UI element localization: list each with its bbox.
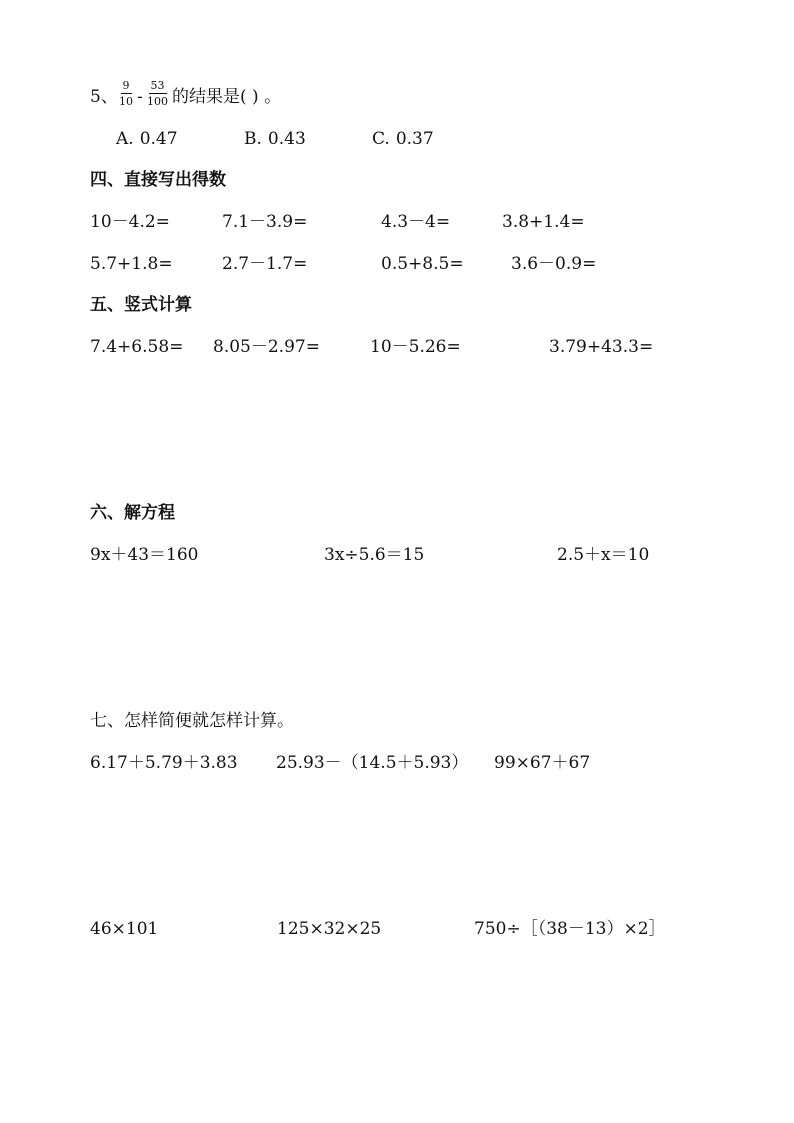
fraction-53-100 xyxy=(145,80,170,107)
option-value: 0.47 xyxy=(139,129,178,149)
calc-item: 3.8+1.4= xyxy=(502,212,585,232)
simplify-item: 25.93－（14.5＋5.93） xyxy=(276,753,469,773)
section-4-title: 四、直接写出得数 xyxy=(90,170,226,190)
equation-item: 9x＋43＝160 xyxy=(90,545,199,565)
fraction-9-10 xyxy=(117,80,135,107)
option-value: 0.37 xyxy=(395,129,434,149)
option-c xyxy=(372,131,434,148)
fraction-denominator: 100 xyxy=(147,95,168,108)
simplify-item: 46×101 xyxy=(90,919,159,939)
simplify-item: 6.17＋5.79＋3.83 xyxy=(90,753,238,773)
option-b xyxy=(244,131,306,148)
calc-item: 0.5+8.5= xyxy=(381,254,464,274)
calc-item: 3.6－0.9= xyxy=(511,254,597,274)
fraction-denominator: 10 xyxy=(119,95,133,108)
vertical-calc-item: 10－5.26= xyxy=(370,337,461,357)
calc-item: 4.3－4= xyxy=(381,212,451,232)
option-label: B. xyxy=(244,129,262,149)
option-value: 0.43 xyxy=(267,129,306,149)
equation-item: 2.5＋x＝10 xyxy=(557,545,650,565)
simplify-item: 99×67＋67 xyxy=(494,753,591,773)
option-label: C. xyxy=(372,129,390,149)
vertical-calc-item: 3.79+43.3= xyxy=(549,337,654,357)
vertical-calc-item: 7.4+6.58= xyxy=(90,337,184,357)
option-a xyxy=(116,131,178,148)
calc-item: 10－4.2= xyxy=(90,212,170,232)
question-5-number: 5、 xyxy=(90,87,118,107)
simplify-item: 125×32×25 xyxy=(277,919,382,939)
equation-item: 3x÷5.6＝15 xyxy=(324,545,425,565)
calc-item: 2.7－1.7= xyxy=(222,254,308,274)
vertical-calc-item: 8.05－2.97= xyxy=(213,337,320,357)
option-label: A. xyxy=(116,129,134,149)
fraction-numerator: 9 xyxy=(122,79,130,92)
simplify-item: 750÷［（38－13）×2］ xyxy=(474,919,666,939)
calc-item: 7.1－3.9= xyxy=(222,212,308,232)
section-5-title: 五、竖式计算 xyxy=(90,295,192,315)
section-7-title: 七、怎样简便就怎样计算。 xyxy=(90,711,294,731)
fraction-numerator: 53 xyxy=(150,79,165,92)
calc-item: 5.7+1.8= xyxy=(90,254,173,274)
question-5-stem: 的结果是( ) 。 xyxy=(172,87,282,107)
section-6-title: 六、解方程 xyxy=(90,503,175,523)
minus-sign: - xyxy=(137,87,143,107)
